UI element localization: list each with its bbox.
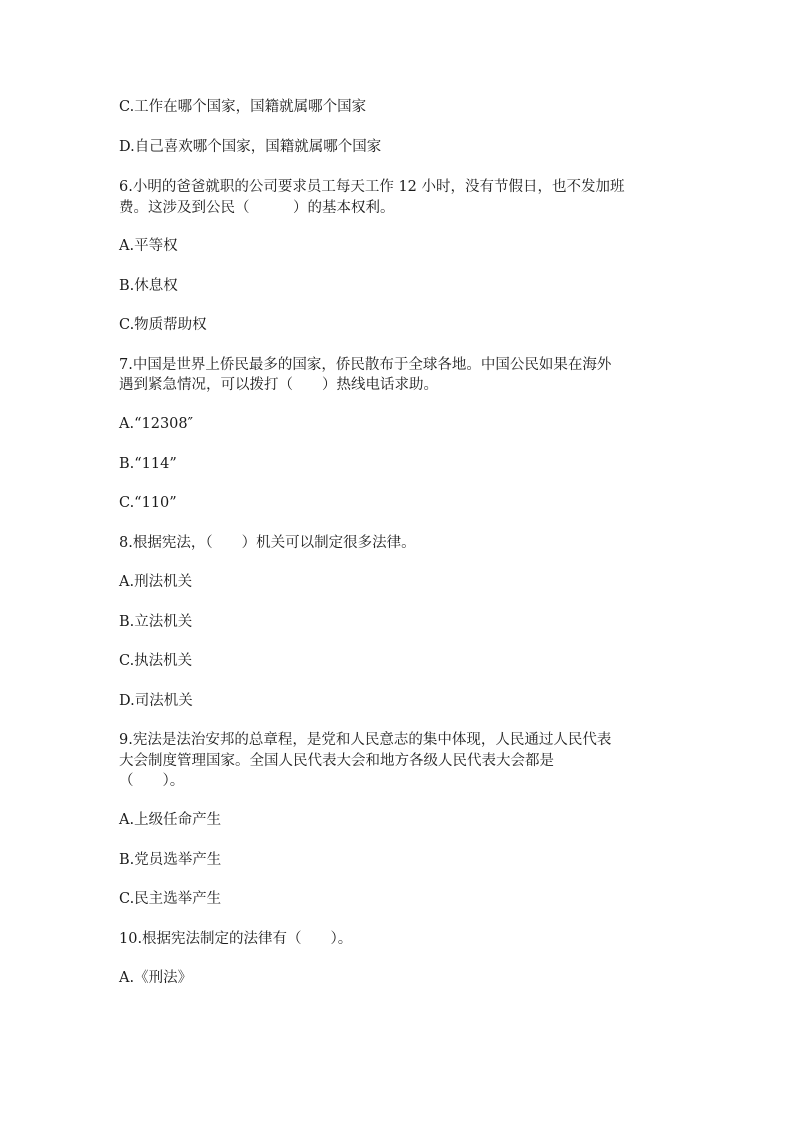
- question-9-line-2: 大会制度管理国家。全国人民代表大会和地方各级人民代表大会都是: [119, 753, 554, 769]
- option-8d: D.司法机关: [119, 693, 193, 709]
- option-6c: C.物质帮助权: [119, 317, 207, 333]
- option-5d: D.自己喜欢哪个国家，国籍就属哪个国家: [119, 139, 382, 155]
- question-6-line-1: 6.小明的爸爸就职的公司要求员工每天工作 12 小时，没有节假日，也不发加班: [119, 179, 625, 195]
- option-5c: C.工作在哪个国家，国籍就属哪个国家: [119, 99, 367, 115]
- option-6b: B.休息权: [119, 278, 178, 294]
- question-9-line-3: （ ）。: [119, 773, 185, 789]
- option-8c: C.执法机关: [119, 653, 193, 669]
- question-10: 10.根据宪法制定的法律有（ ）。: [119, 931, 353, 947]
- option-7c: C.“110”: [119, 495, 177, 511]
- option-6a: A.平等权: [119, 238, 178, 254]
- option-7b: B.“114”: [119, 456, 177, 472]
- option-9b: B.党员选举产生: [119, 852, 222, 868]
- option-8b: B.立法机关: [119, 614, 193, 630]
- question-7-line-2: 遇到紧急情况，可以拨打（ ）热线电话求助。: [119, 377, 438, 393]
- option-8a: A.刑法机关: [119, 574, 193, 590]
- option-9c: C.民主选举产生: [119, 891, 222, 907]
- question-6-line-2: 费。这涉及到公民（ ）的基本权利。: [119, 200, 395, 216]
- question-7-line-1: 7.中国是世界上侨民最多的国家，侨民散布于全球各地。中国公民如果在海外: [119, 357, 612, 373]
- option-10a: A.《刑法》: [119, 970, 193, 986]
- option-9a: A.上级任命产生: [119, 812, 222, 828]
- question-9-line-1: 9.宪法是法治安邦的总章程，是党和人民意志的集中体现，人民通过人民代表: [119, 732, 612, 748]
- option-7a: A.“12308″: [119, 416, 194, 432]
- question-8: 8.根据宪法，（ ）机关可以制定很多法律。: [119, 535, 416, 551]
